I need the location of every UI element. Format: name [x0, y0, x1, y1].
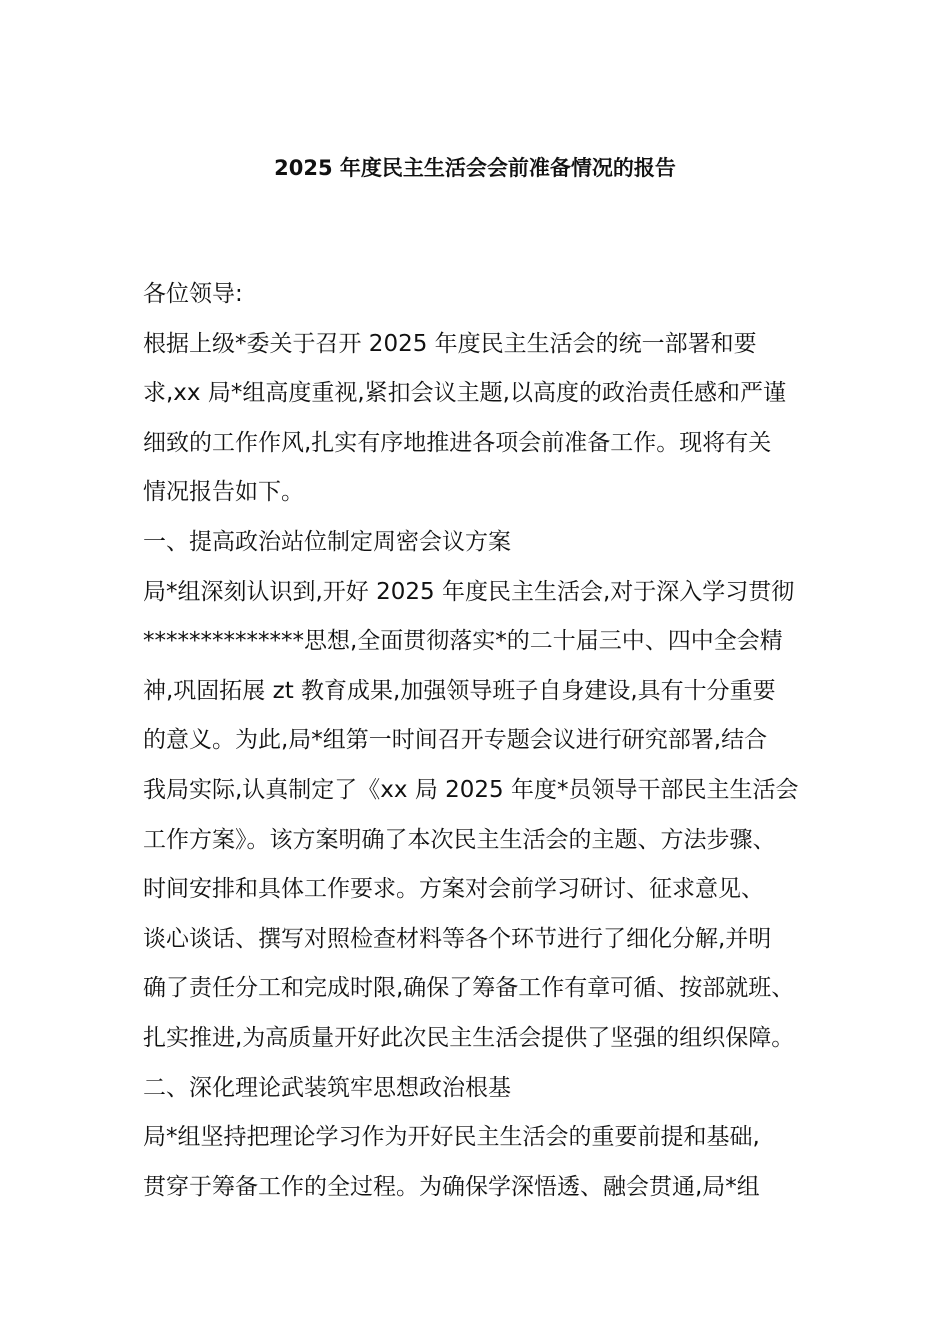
paragraph-line: 局*组坚持把理论学习作为开好民主生活会的重要前提和基础,: [143, 1124, 760, 1151]
section-heading-2: 二、深化理论武装筑牢思想政治根基: [143, 1074, 511, 1101]
paragraph-line: 的意义。为此,局*组第一时间召开专题会议进行研究部署,结合: [143, 727, 768, 754]
paragraph-line: 我局实际,认真制定了《xx 局 2025 年度*员领导干部民主生活会: [143, 776, 799, 803]
paragraph-line: 局*组深刻认识到,开好 2025 年度民主生活会,对于深入学习贯彻: [143, 578, 795, 605]
paragraph-line: 确了责任分工和完成时限,确保了筹备工作有章可循、按部就班、: [143, 975, 795, 1002]
paragraph-line: 工作方案》。该方案明确了本次民主生活会的主题、方法步骤、: [143, 826, 776, 853]
paragraph-line: 时间安排和具体工作要求。方案对会前学习研讨、征求意见、: [143, 876, 764, 903]
section-heading-1: 一、提高政治站位制定周密会议方案: [143, 528, 511, 555]
paragraph-line: 根据上级*委关于召开 2025 年度民主生活会的统一部署和要: [143, 330, 757, 357]
paragraph-line: 神,巩固拓展 zt 教育成果,加强领导班子自身建设,具有十分重要: [143, 677, 776, 704]
document-title: 2025 年度民主生活会会前准备情况的报告: [274, 156, 676, 180]
paragraph-line: **************思想,全面贯彻落实*的二十届三中、四中全会精: [143, 628, 783, 655]
paragraph-line: 细致的工作作风,扎实有序地推进各项会前准备工作。现将有关: [143, 429, 772, 456]
salutation-line: 各位领导:: [143, 281, 243, 307]
paragraph-line: 贯穿于筹备工作的全过程。为确保学深悟透、融会贯通,局*组: [143, 1173, 760, 1200]
paragraph-line: 求,xx 局*组高度重视,紧扣会议主题,以高度的政治责任感和严谨: [143, 380, 786, 407]
paragraph-line: 谈心谈话、撰写对照检查材料等各个环节进行了细化分解,并明: [143, 925, 772, 952]
paragraph-line: 情况报告如下。: [143, 479, 304, 506]
document-body: [143, 270, 823, 1212]
paragraph-line: 扎实推进,为高质量开好此次民主生活会提供了坚强的组织保障。: [143, 1024, 795, 1051]
